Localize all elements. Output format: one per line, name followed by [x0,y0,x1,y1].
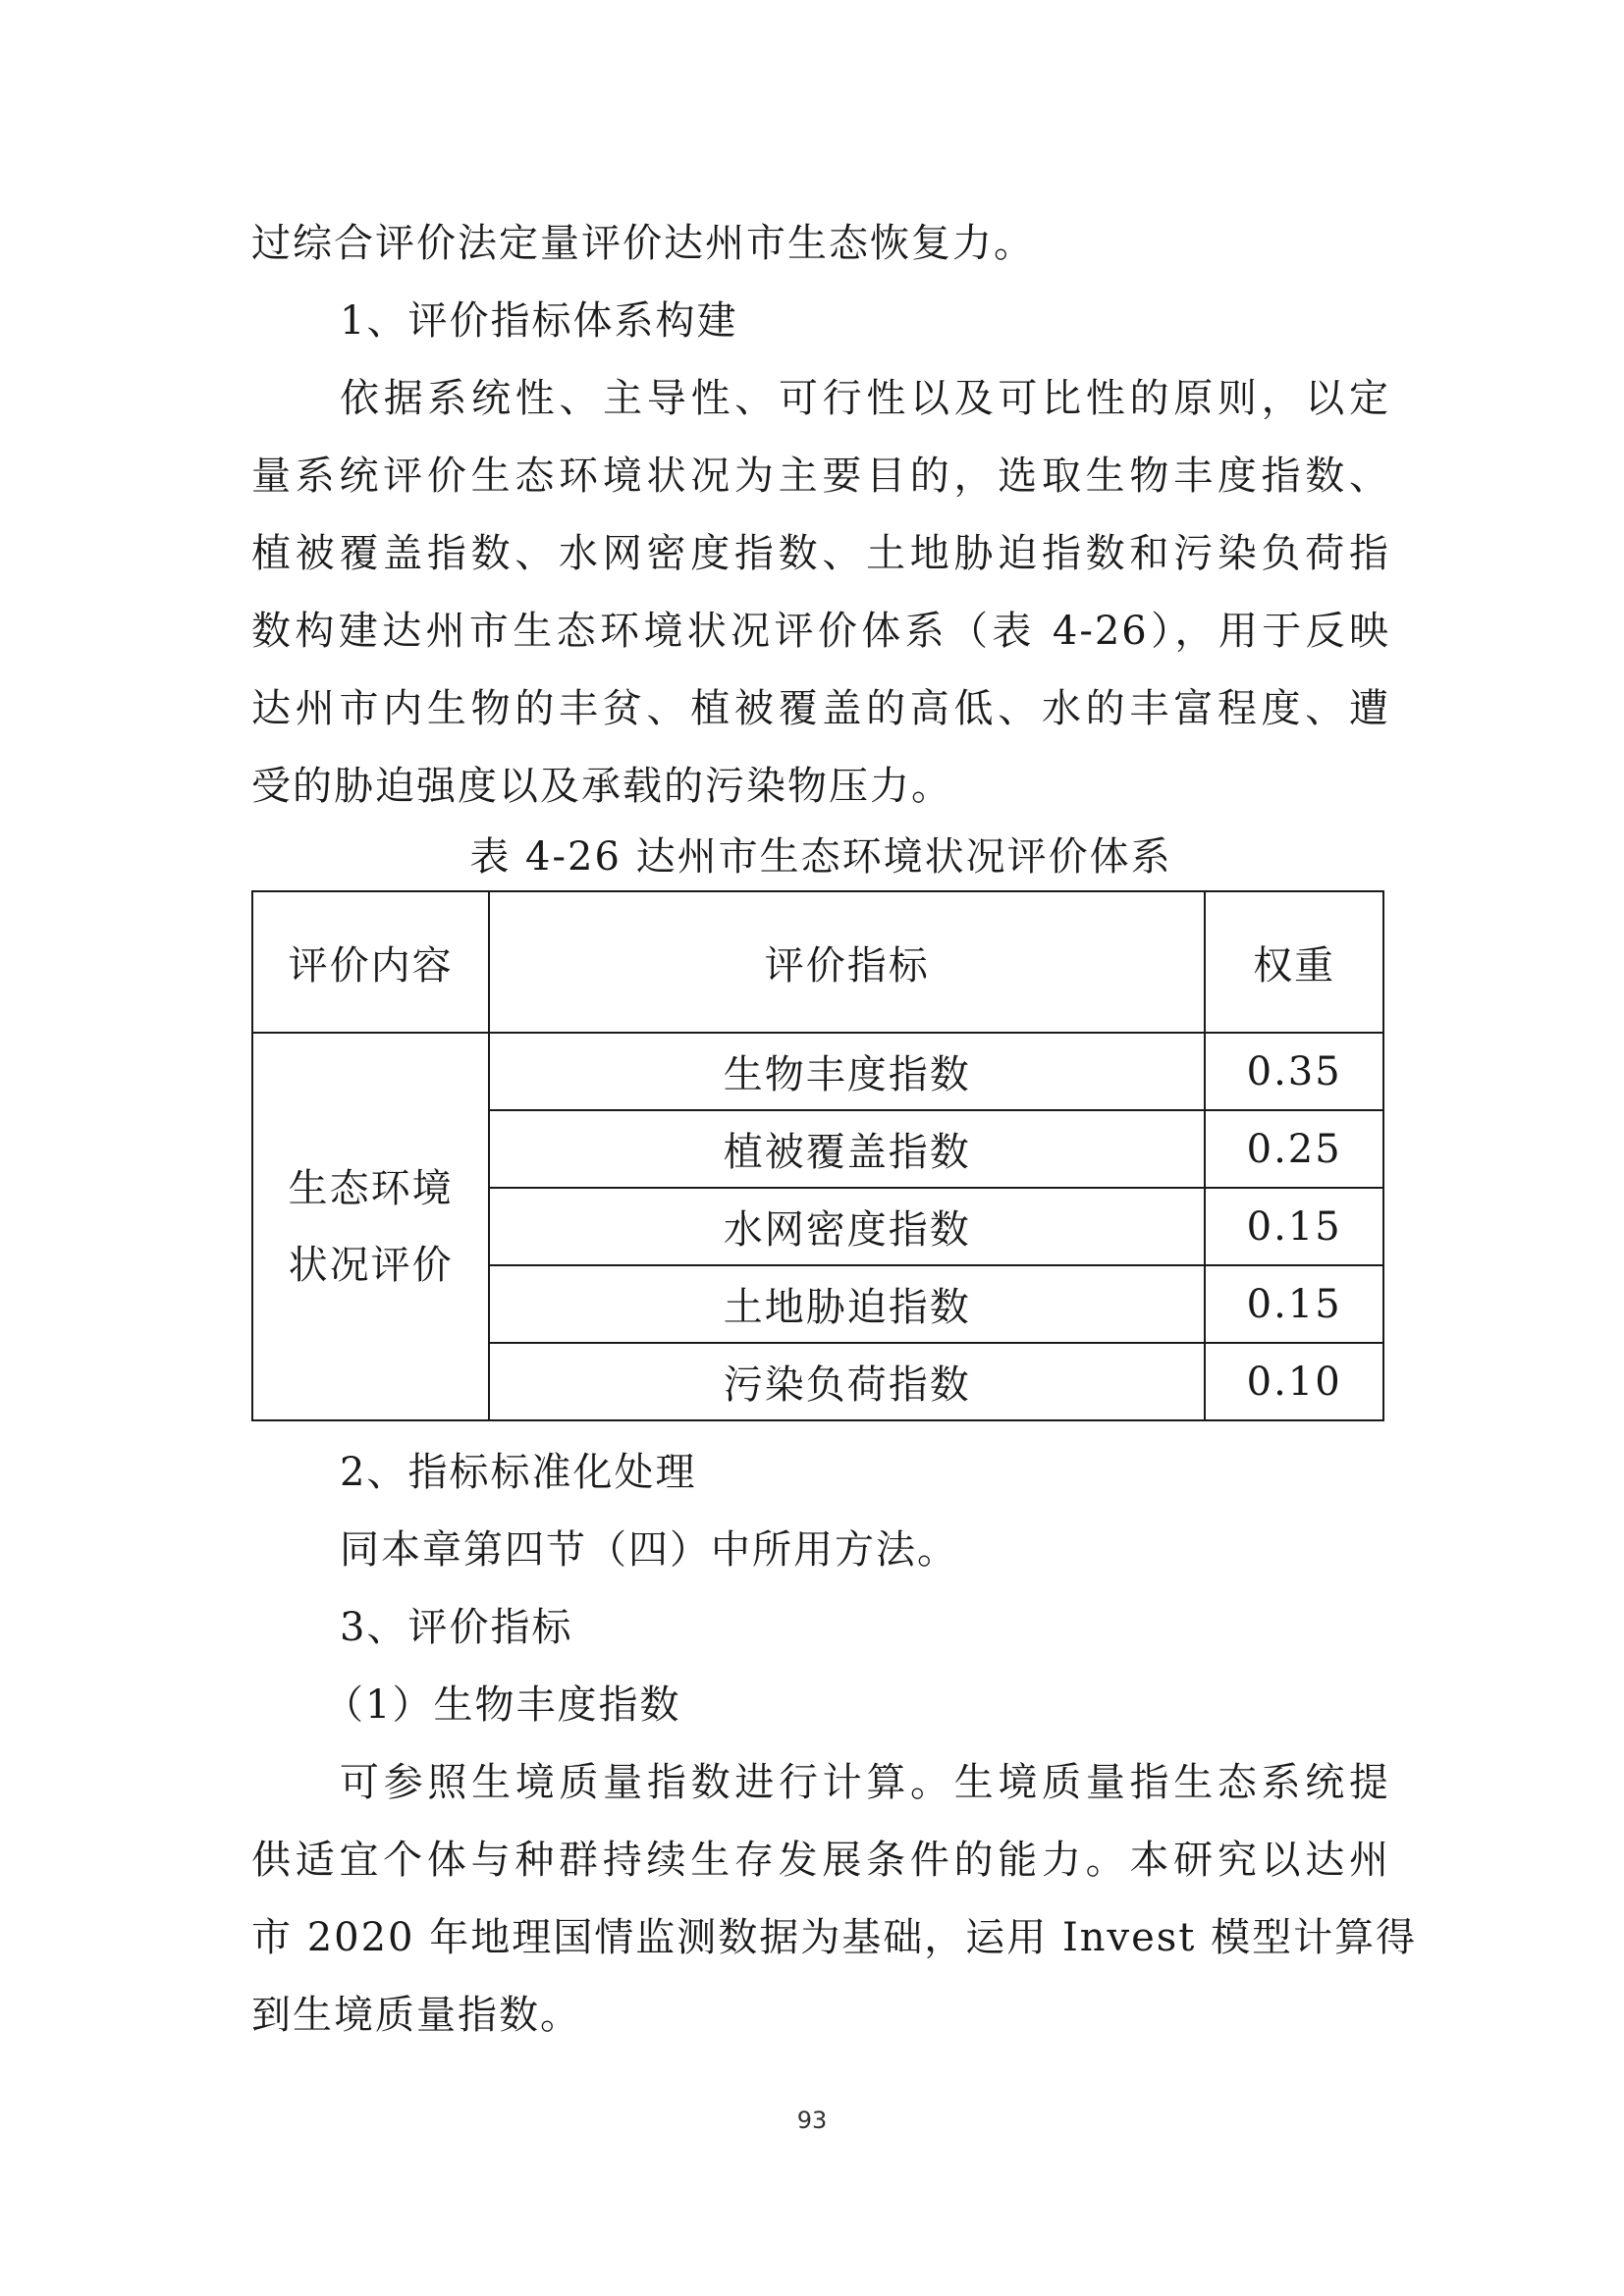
group-label-line: 状况评价 [288,1242,454,1288]
header-weight: 权重 [1205,891,1383,1033]
indicator-cell: 生物丰度指数 [489,1033,1205,1110]
paragraph-line: 供适宜个体与种群持续生存发展条件的能力。本研究以达州 [251,1838,1390,1883]
paragraph-line: 同本章第四节（四）中所用方法。 [340,1527,958,1573]
indicator-cell: 污染负荷指数 [489,1343,1205,1420]
paragraph-line: 市 2020 年地理国情监测数据为基础，运用 Invest 模型计算得 [251,1915,1418,1960]
evaluation-table [251,890,1384,1421]
paragraph-line: 依据系统性、主导性、可行性以及可比性的原则，以定 [340,376,1390,421]
table-row [252,1033,1383,1110]
paragraph-line: 数构建达州市生态环境状况评价体系（表 4-26），用于反映 [251,609,1390,654]
paragraph-line: 受的胁迫强度以及承载的污染物压力。 [251,764,952,809]
group-label-cell [252,1033,489,1420]
paragraph-line: 达州市内生物的丰贫、植被覆盖的高低、水的丰富程度、遭 [251,686,1390,731]
weight-cell: 0.15 [1205,1265,1383,1343]
weight-cell: 0.10 [1205,1343,1383,1420]
paragraph-line: 到生境质量指数。 [251,1993,581,2038]
indicator-cell: 土地胁迫指数 [489,1265,1205,1343]
page-number: 93 [796,2107,828,2134]
header-content: 评价内容 [252,891,489,1033]
weight-cell: 0.15 [1205,1188,1383,1265]
subsection-heading: （1）生物丰度指数 [324,1682,681,1728]
section-heading-3: 3、评价指标 [340,1605,573,1650]
weight-cell: 0.25 [1205,1110,1383,1188]
indicator-cell: 水网密度指数 [489,1188,1205,1265]
table-header-row [252,891,1383,1033]
paragraph-line: 植被覆盖指数、水网密度指数、土地胁迫指数和污染负荷指 [251,531,1390,576]
header-indicator: 评价指标 [489,891,1205,1033]
weight-cell: 0.35 [1205,1033,1383,1110]
paragraph-line: 可参照生境质量指数进行计算。生境质量指生态系统提 [340,1760,1390,1805]
paragraph-line: 量系统评价生态环境状况为主要目的，选取生物丰度指数、 [251,454,1390,499]
indicator-cell: 植被覆盖指数 [489,1110,1205,1188]
paragraph-line: 过综合评价法定量评价达州市生态恢复力。 [251,221,1035,266]
table-caption: 表 4-26 达州市生态环境状况评价体系 [469,834,1172,880]
group-label-line: 生态环境 [288,1165,454,1211]
section-heading-1: 1、评价指标体系构建 [340,298,738,344]
section-heading-2: 2、指标标准化处理 [340,1450,697,1495]
